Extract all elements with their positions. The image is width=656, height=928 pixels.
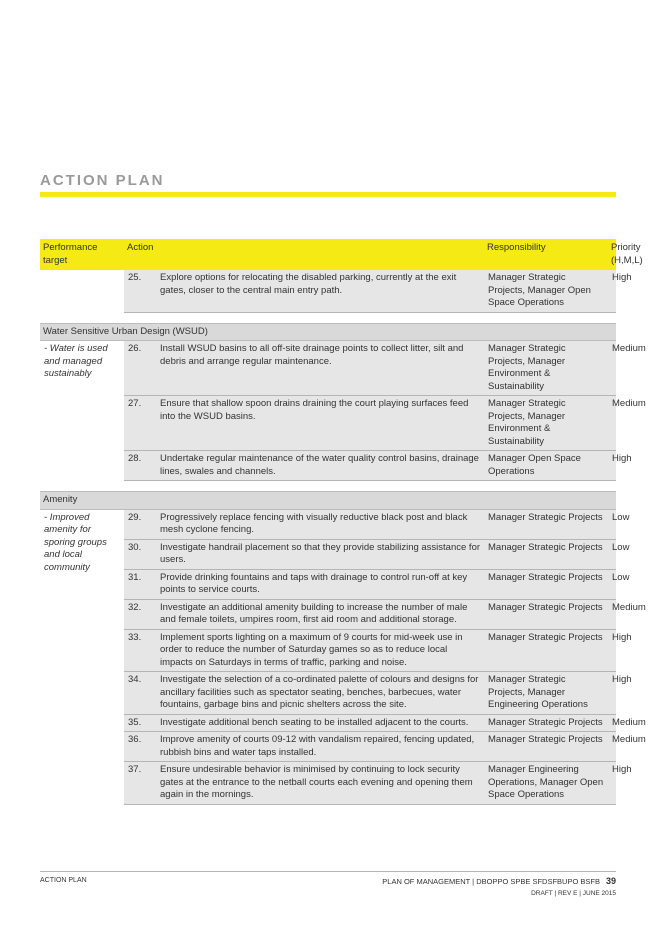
- action-number: 30.: [124, 539, 156, 569]
- responsibility: Manager Strategic Projects: [484, 732, 608, 762]
- table-row: [40, 599, 616, 629]
- action-text: Progressively replace fencing with visually reductive black post and black mesh cyclone fencing.: [156, 509, 484, 539]
- priority: Low: [608, 509, 616, 539]
- priority: Medium: [608, 396, 616, 451]
- responsibility: Manager Strategic Projects: [484, 629, 608, 672]
- section-title-amenity: Amenity: [40, 492, 616, 510]
- priority: Medium: [608, 732, 616, 762]
- action-number: 26.: [124, 341, 156, 396]
- action-text: Investigate additional bench seating to be installed adjacent to the courts.: [156, 714, 484, 732]
- priority: Medium: [608, 599, 616, 629]
- responsibility: Manager Strategic Projects: [484, 599, 608, 629]
- table-row: [40, 341, 616, 396]
- action-number: 32.: [124, 599, 156, 629]
- responsibility: Manager Strategic Projects: [484, 714, 608, 732]
- priority: High: [608, 451, 616, 481]
- action-text: Investigate handrail placement so that they provide stabilizing assistance for users.: [156, 539, 484, 569]
- section-wsud: [40, 323, 616, 341]
- table-row: [40, 451, 616, 481]
- spacer: [40, 481, 616, 492]
- footer-section-label: ACTION PLAN: [40, 877, 87, 884]
- action-text: Improve amenity of courts 09-12 with vandalism repaired, fencing updated, rubbish bins and water taps installed.: [156, 732, 484, 762]
- responsibility: Manager Strategic Projects, Manager Environment & Sustainability: [484, 396, 608, 451]
- table-row: [40, 270, 616, 312]
- table-row: [40, 762, 616, 805]
- table-row: [40, 732, 616, 762]
- action-number: 25.: [124, 270, 156, 312]
- responsibility: Manager Strategic Projects: [484, 509, 608, 539]
- amenity-rows: [40, 509, 646, 804]
- action-plan-table: [40, 239, 646, 805]
- footer-revision: DRAFT | REV E | JUNE 2015: [531, 890, 616, 897]
- table-row: [40, 672, 616, 715]
- responsibility: Manager Open Space Operations: [484, 451, 608, 481]
- action-number: 28.: [124, 451, 156, 481]
- action-number: 37.: [124, 762, 156, 805]
- table-row: [40, 539, 616, 569]
- performance-target: - Improved amenity for sporing groups and local community: [40, 509, 124, 804]
- table-row: [40, 569, 616, 599]
- responsibility: Manager Strategic Projects, Manager Open Space Operations: [484, 270, 608, 312]
- priority: High: [608, 762, 616, 805]
- responsibility: Manager Strategic Projects: [484, 569, 608, 599]
- responsibility: Manager Engineering Operations, Manager Open Space Operations: [484, 762, 608, 805]
- responsibility: Manager Strategic Projects, Manager Environment & Sustainability: [484, 341, 608, 396]
- action-text: Explore options for relocating the disabled parking, currently at the exit gates, closer to the central main entry path.: [156, 270, 484, 312]
- section-heading: ACTION PLAN: [40, 172, 165, 189]
- priority: High: [608, 629, 616, 672]
- action-number: 35.: [124, 714, 156, 732]
- action-number: 31.: [124, 569, 156, 599]
- table-row: [40, 509, 616, 539]
- header-action: Action: [124, 239, 484, 270]
- action-text: Ensure that shallow spoon drains draining the court playing surfaces feed into the WSUD basins.: [156, 396, 484, 451]
- action-number: 34.: [124, 672, 156, 715]
- spacer: [40, 312, 616, 323]
- wsud-rows: [40, 341, 646, 481]
- table-row: [40, 714, 616, 732]
- footer-doc-name: PLAN OF MANAGEMENT | DBOPPO SPBE SFDSFBUPO BSFB: [382, 877, 600, 886]
- priority: Low: [608, 569, 616, 599]
- action-text: Investigate the selection of a co-ordinated palette of colours and designs for ancillary facilities such as spectator seating, benches, barbecues, water fountains, garbage bins and picnic shelters across the site.: [156, 672, 484, 715]
- performance-target: - Water is used and managed sustainably: [40, 341, 124, 481]
- action-text: Undertake regular maintenance of the water quality control basins, drainage lines, swales and channels.: [156, 451, 484, 481]
- action-number: 27.: [124, 396, 156, 451]
- action-text: Ensure undesirable behavior is minimised by continuing to lock security gates at the entrance to the netball courts each evening and opening them again in the mornings.: [156, 762, 484, 805]
- section-amenity: [40, 492, 616, 510]
- responsibility: Manager Strategic Projects, Manager Engineering Operations: [484, 672, 608, 715]
- priority: Medium: [608, 341, 616, 396]
- action-number: 33.: [124, 629, 156, 672]
- performance-target: [40, 270, 124, 312]
- footer-doc-title: [382, 876, 616, 886]
- responsibility: Manager Strategic Projects: [484, 539, 608, 569]
- footer-rule: [40, 871, 616, 872]
- priority: High: [608, 672, 616, 715]
- priority: High: [608, 270, 616, 312]
- page-number: 39: [605, 876, 616, 886]
- table-row: [40, 629, 616, 672]
- section-title-wsud: Water Sensitive Urban Design (WSUD): [40, 323, 616, 341]
- action-text: Install WSUD basins to all off-site drainage points to collect litter, silt and debris and arrange regular maintenance.: [156, 341, 484, 396]
- action-text: Investigate an additional amenity building to increase the number of male and female toilets, umpires room, first aid room and additional storage.: [156, 599, 484, 629]
- action-text: Implement sports lighting on a maximum of 9 courts for mid-week use in order to reduce the number of Saturday games so as to reduce local impacts on Saturdays in terms of traffic, parking and noise.: [156, 629, 484, 672]
- action-number: 36.: [124, 732, 156, 762]
- heading-rule: [40, 192, 616, 197]
- action-number: 29.: [124, 509, 156, 539]
- action-text: Provide drinking fountains and taps with drainage to control run-off at key points to service courts.: [156, 569, 484, 599]
- header-responsibility: Responsibility: [484, 239, 608, 270]
- table-row: [40, 396, 616, 451]
- header-priority: Priority (H,M,L): [608, 239, 616, 270]
- priority: Low: [608, 539, 616, 569]
- pre-rows: [40, 270, 632, 312]
- priority: Medium: [608, 714, 616, 732]
- header-performance-target: Performance target: [40, 239, 124, 270]
- table-header: [40, 239, 616, 270]
